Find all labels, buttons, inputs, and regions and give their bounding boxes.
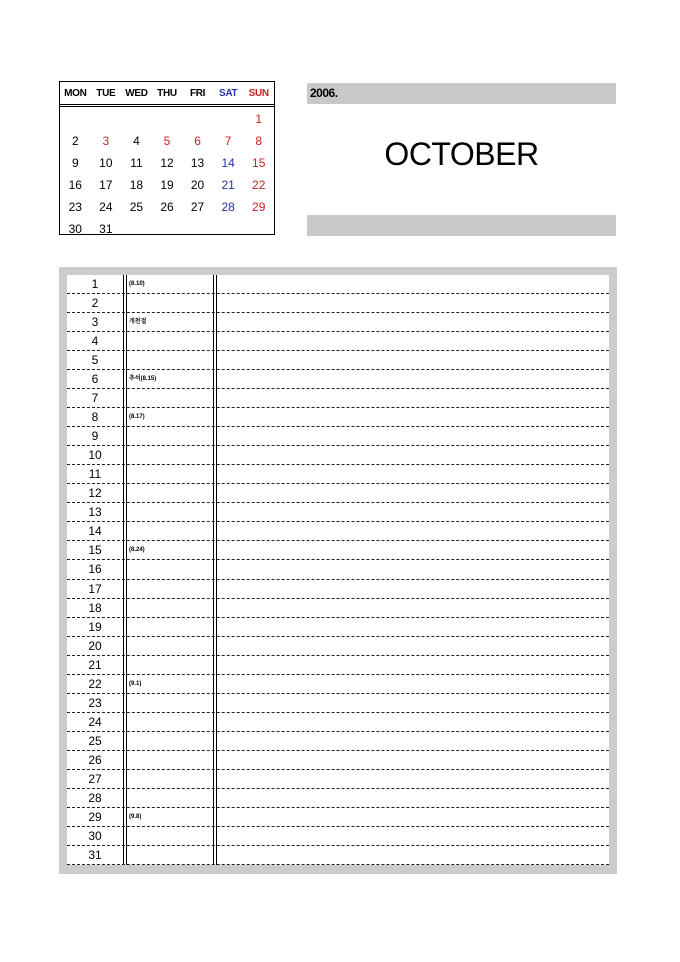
- day-number: 29: [88, 809, 102, 824]
- day-number: 26: [88, 752, 102, 767]
- mini-calendar-day: 26: [160, 200, 174, 214]
- mini-calendar-day: 19: [160, 178, 174, 192]
- mini-calendar-day: 13: [190, 156, 205, 170]
- day-row: [67, 694, 609, 713]
- day-entry-field[interactable]: [217, 294, 609, 312]
- day-number: 11: [88, 467, 102, 482]
- day-note: (8.10): [129, 281, 145, 287]
- day-number: 20: [88, 638, 102, 653]
- mini-calendar-day: 30: [68, 222, 82, 236]
- day-number: 5: [91, 353, 99, 368]
- day-note: (8.24): [129, 547, 145, 554]
- day-row: [67, 560, 609, 579]
- day-entry-field[interactable]: [217, 827, 609, 845]
- mini-calendar-day: 29: [252, 200, 266, 214]
- weekday-label: MON: [64, 87, 87, 99]
- day-note: 추석(8.15): [129, 376, 157, 383]
- day-number: 9: [91, 429, 99, 444]
- day-number: 8: [91, 410, 99, 425]
- day-number: 28: [88, 790, 102, 805]
- day-row: [67, 656, 609, 675]
- day-entry-field[interactable]: [217, 503, 609, 521]
- day-number: 19: [88, 619, 102, 634]
- mini-calendar-day: 23: [68, 200, 82, 214]
- mini-calendar-day: 17: [99, 178, 113, 192]
- mini-calendar-day: 6: [194, 134, 201, 148]
- day-number: 25: [88, 733, 102, 748]
- day-number: 27: [88, 771, 102, 786]
- day-row: [67, 541, 609, 560]
- day-number: 31: [88, 847, 102, 862]
- day-entry-field[interactable]: [217, 332, 609, 350]
- day-row: [67, 713, 609, 732]
- mini-calendar-grid: [60, 108, 274, 240]
- mini-calendar-day: 7: [224, 134, 232, 148]
- day-row: [67, 846, 609, 865]
- day-entry-field[interactable]: [217, 846, 609, 864]
- day-number: 15: [88, 543, 102, 558]
- mini-calendar-day: 27: [190, 200, 205, 214]
- day-row: [67, 446, 609, 465]
- mini-calendar-day: 25: [129, 200, 144, 214]
- day-row: [67, 732, 609, 751]
- day-row: [67, 770, 609, 789]
- day-entry-field[interactable]: [217, 732, 609, 750]
- month-title: OCTOBER: [384, 136, 539, 172]
- mini-calendar-day: 1: [255, 112, 263, 126]
- day-entry-field[interactable]: [217, 808, 609, 826]
- day-row: [67, 637, 609, 656]
- day-row: [67, 580, 609, 599]
- day-row: [67, 599, 609, 618]
- day-number: 14: [88, 524, 102, 539]
- day-entry-field[interactable]: [217, 751, 609, 769]
- day-entry-field[interactable]: [217, 675, 609, 693]
- day-entry-field[interactable]: [217, 789, 609, 807]
- day-row: [67, 827, 609, 846]
- day-note: (9.1): [129, 680, 142, 687]
- day-entry-field[interactable]: [217, 560, 609, 578]
- day-row: [67, 313, 609, 332]
- day-entry-field[interactable]: [217, 275, 609, 293]
- daily-planner-list: [67, 275, 609, 865]
- mini-calendar-day: 18: [129, 178, 144, 192]
- day-number: 10: [88, 448, 102, 463]
- day-number: 1: [91, 277, 99, 291]
- day-entry-field[interactable]: [217, 541, 609, 559]
- day-number: 6: [91, 372, 99, 387]
- day-entry-field[interactable]: [217, 465, 609, 483]
- mini-calendar-day: 15: [252, 156, 266, 170]
- mini-calendar-day: 28: [221, 200, 235, 214]
- day-entry-field[interactable]: [217, 446, 609, 464]
- day-row: [67, 275, 609, 294]
- day-row: [67, 503, 609, 522]
- day-number: 7: [91, 391, 99, 406]
- day-entry-field[interactable]: [217, 618, 609, 636]
- day-entry-field[interactable]: [217, 408, 609, 426]
- mini-calendar-day: 2: [71, 134, 79, 148]
- day-note: 개천절: [129, 319, 147, 326]
- mini-calendar-day: 9: [71, 156, 79, 170]
- day-entry-field[interactable]: [217, 313, 609, 331]
- day-number: 21: [88, 657, 102, 672]
- day-entry-field[interactable]: [217, 580, 609, 598]
- mini-calendar-day: 16: [68, 178, 82, 192]
- daily-planner-frame: [59, 267, 617, 874]
- mini-calendar-day: 22: [252, 178, 266, 192]
- weekday-header: [60, 82, 274, 107]
- mini-calendar-day: 10: [99, 156, 113, 170]
- year-label: 2006.: [307, 83, 616, 104]
- day-number: 22: [88, 676, 102, 691]
- day-number: 2: [91, 296, 99, 311]
- header-bottom-bar: [307, 215, 616, 236]
- weekday-label: FRI: [189, 87, 206, 99]
- mini-calendar-day: 3: [102, 134, 110, 148]
- mini-calendar-day: 24: [99, 200, 113, 214]
- weekday-label: TUE: [96, 87, 116, 99]
- mini-calendar-day: 12: [160, 156, 174, 170]
- weekday-label: SAT: [218, 87, 238, 99]
- day-row: [67, 675, 609, 694]
- day-number: 23: [88, 695, 102, 710]
- day-row: [67, 751, 609, 770]
- day-row: [67, 618, 609, 637]
- day-number: 17: [88, 581, 102, 596]
- day-entry-field[interactable]: [217, 713, 609, 731]
- day-row: [67, 789, 609, 808]
- mini-calendar: [59, 81, 275, 235]
- day-number: 16: [88, 562, 102, 577]
- day-entry-field[interactable]: [217, 637, 609, 655]
- day-row: [67, 332, 609, 351]
- day-entry-field[interactable]: [217, 522, 609, 540]
- day-entry-field[interactable]: [217, 351, 609, 369]
- day-entry-field[interactable]: [217, 370, 609, 388]
- day-number: 18: [88, 600, 102, 615]
- day-row: [67, 427, 609, 446]
- day-row: [67, 294, 609, 313]
- day-entry-field[interactable]: [217, 484, 609, 502]
- mini-calendar-day: 11: [130, 156, 143, 170]
- day-entry-field[interactable]: [217, 389, 609, 407]
- day-row: [67, 370, 609, 389]
- day-row: [67, 351, 609, 370]
- day-row: [67, 522, 609, 541]
- day-number: 4: [91, 334, 99, 349]
- day-row: [67, 389, 609, 408]
- day-row: [67, 484, 609, 503]
- day-number: 30: [88, 828, 102, 843]
- day-note: (8.17): [129, 414, 145, 421]
- mini-calendar-day: 31: [99, 222, 113, 236]
- mini-calendar-day: 8: [255, 134, 263, 148]
- weekday-label: WED: [125, 87, 148, 99]
- day-entry-field[interactable]: [217, 599, 609, 617]
- mini-calendar-day: 4: [133, 134, 140, 148]
- day-number: 3: [91, 315, 99, 330]
- day-entry-field[interactable]: [217, 694, 609, 712]
- day-row: [67, 408, 609, 427]
- day-entry-field[interactable]: [217, 656, 609, 674]
- day-number: 13: [88, 505, 102, 520]
- mini-calendar-day: 21: [221, 178, 235, 192]
- day-entry-field[interactable]: [217, 770, 609, 788]
- weekday-label: THU: [157, 87, 177, 99]
- mini-calendar-day: 14: [221, 156, 235, 170]
- day-row: [67, 808, 609, 827]
- day-number: 12: [88, 486, 102, 501]
- day-entry-field[interactable]: [217, 427, 609, 445]
- day-number: 24: [88, 714, 102, 729]
- weekday-label: SUN: [248, 87, 269, 99]
- mini-calendar-day: 5: [163, 134, 171, 148]
- day-row: [67, 465, 609, 484]
- mini-calendar-day: 20: [190, 178, 205, 192]
- day-note: (9.8): [129, 813, 142, 820]
